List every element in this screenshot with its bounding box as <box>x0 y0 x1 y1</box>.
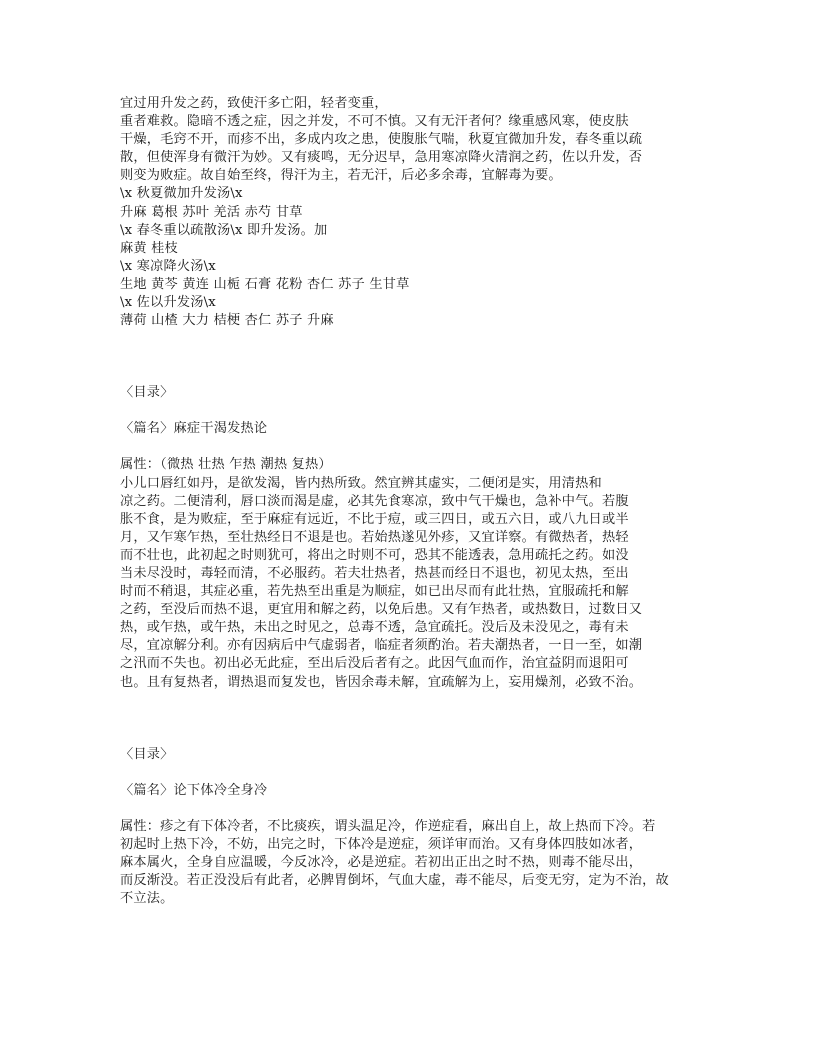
toc-link[interactable]: 〈目录〉 <box>120 746 174 762</box>
body-line: 之药，至没后而热不退，更宜用和解之药，以免后患。又有乍热者，或热数日，过数日又 <box>120 602 643 618</box>
body-line: 麻本属火，全身自应温暖，今反冰冷，必是逆症。若初出正出之时不热，则毒不能尽出， <box>120 855 643 870</box>
formula-name: \x 佐以升发汤\x <box>120 295 216 311</box>
body-line: 胀不食，是为败症，至于麻症有远近，不比于痘，或三四日，或五六日，或八九日或半 <box>120 511 629 527</box>
body-line: 凉之药。二便清利，唇口淡而渴是虚，必其先食寒凉，致中气干燥也，急补中气。若腹 <box>120 493 629 509</box>
chapter-title: 〈篇名〉论下体冷全身冷 <box>120 782 268 798</box>
section-lower-body-cold <box>120 746 710 909</box>
body-line: 之汛而不失也。初出必无此症，至出后没后者有之。此因气血而作，治宜益阴而退阳可 <box>120 656 629 672</box>
body-line: 重者难救。隐暗不透之症，因之并发，不可不慎。又有无汗者何？缘重感风寒，使皮肤 <box>120 114 629 130</box>
formula-name: \x 秋夏微加升发汤\x <box>120 186 243 202</box>
body-line: 干燥，毛窍不开，而疹不出，多成内攻之患，使腹胀气喘，秋夏宜微加升发，春冬重以疏 <box>120 132 643 148</box>
section-continuation <box>120 95 710 330</box>
chapter-title: 〈篇名〉麻症干渴发热论 <box>120 421 268 437</box>
body-line: 宜过用升发之药，致使汗多亡阳，轻者变重， <box>120 96 388 111</box>
spacer <box>120 800 710 818</box>
spacer <box>120 438 710 456</box>
body-line: 而不壮也，此初起之时则犹可，将出之时则不可，恐其不能透表，急用疏托之药。如没 <box>120 547 629 563</box>
section-spacer <box>120 330 710 384</box>
formula-ingredients: 生地 黄芩 黄连 山栀 石膏 花粉 杏仁 苏子 生甘草 <box>120 276 410 292</box>
body-line: 也。且有复热者，谓热退而复发也，皆因余毒未解，宜疏解为上，妄用燥剂，必致不治。 <box>120 674 643 690</box>
formula-ingredients: 薄荷 山楂 大力 桔梗 杏仁 苏子 升麻 <box>120 313 334 329</box>
spacer <box>120 764 710 782</box>
body-line: 小儿口唇红如丹，是欲发渴，皆内热所致。然宜辨其虚实，二便闭是实，用清热和 <box>120 475 602 491</box>
body-line: 尽，宜凉解分利。亦有因病后中气虚弱者，临症者须酌治。若夫潮热者，一日一至，如潮 <box>120 638 643 654</box>
body-line: 属性：疹之有下体冷者，不比痰疾，谓头温足冷，作逆症看，麻出自上，故上热而下冷。若 <box>120 818 656 834</box>
section-spacer <box>120 692 710 746</box>
formula-ingredients: 升麻 葛根 苏叶 羌活 赤芍 甘草 <box>120 204 303 220</box>
spacer <box>120 402 710 420</box>
body-line: 月，又乍寒乍热，至壮热经日不退是也。若始热遂见外疹，又宜详察。有微热者，热轻 <box>120 529 629 545</box>
toc-link[interactable]: 〈目录〉 <box>120 385 174 401</box>
body-line: 时而不稍退，其症必重，若先热至出重是为顺症，如已出尽而有此壮热，宜服疏托和解 <box>120 584 629 600</box>
formula-name: \x 寒凉降火汤\x <box>120 258 216 274</box>
body-line: 则变为败症。故自始至终，得汗为主，若无汗，后必多余毒，宜解毒为要。 <box>120 168 562 184</box>
body-line: 而反渐没。若正没没后有此者，必脾胃倒坏，气血大虚，毒不能尽，后变无穷，定为不治，故 <box>120 873 669 889</box>
body-line: 当未尽没时，毒轻而清，不必服药。若夫壮热者，热甚而经日不退也，初见太热，至出 <box>120 565 629 581</box>
body-line: 散，但使浑身有微汗为妙。又有痰鸣，无分迟早，急用寒凉降火清润之药，佐以升发，否 <box>120 150 643 166</box>
body-line: 不立法。 <box>120 891 174 907</box>
body-line: 初起时上热下冷，不妨，出完之时，下体冷是逆症，须详审而治。又有身体四肢如冰者， <box>120 836 643 852</box>
attribute-line: 属性：（微热 壮热 乍热 潮热 复热） <box>120 457 332 473</box>
formula-ingredients: 麻黄 桂枝 <box>120 240 178 256</box>
body-line: 热，或乍热，或午热，未出之时见之，总毒不透，急宜疏托。没后及未没见之，毒有未 <box>120 620 629 636</box>
section-fever-thirst <box>120 384 710 691</box>
document-page <box>120 95 710 908</box>
formula-name: \x 春冬重以疏散汤\x 即升发汤。加 <box>120 222 328 238</box>
